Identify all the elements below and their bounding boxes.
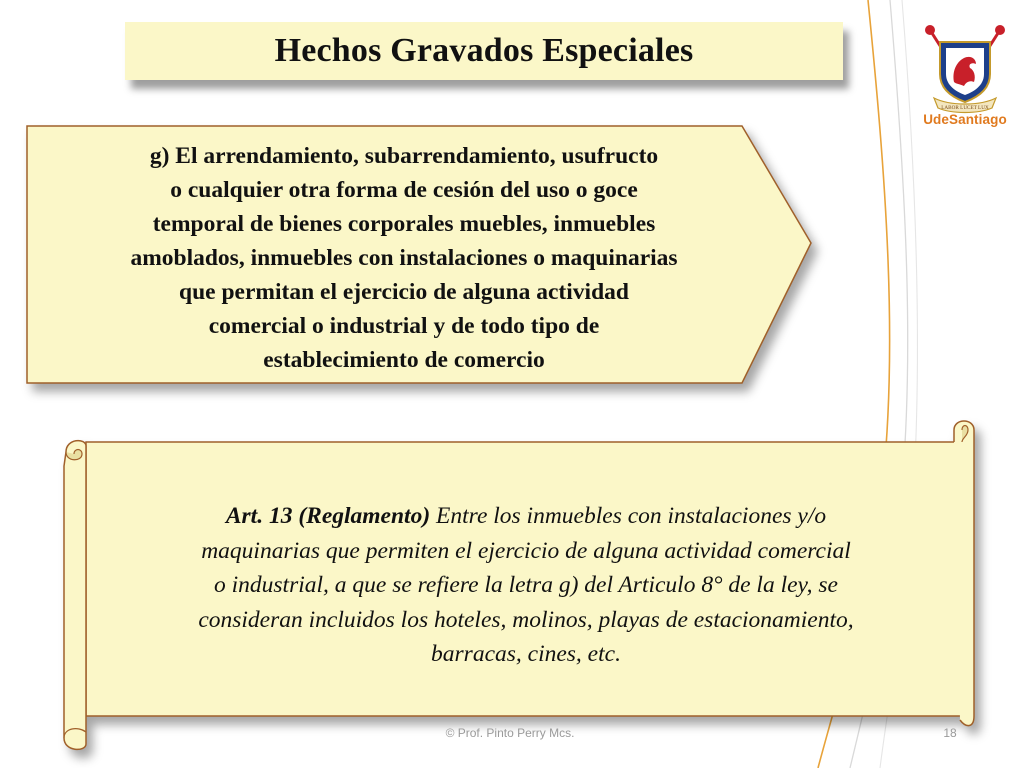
arrow-box-text [66,139,742,377]
university-name: UdeSantiago [923,112,1007,127]
arrow-box-line: comercial o industrial y de todo tipo de [208,313,600,339]
title-box [125,22,843,80]
article-reference: Art. 13 (Reglamento) [225,503,431,529]
arrow-box-line: temporal de bienes corporales muebles, inmuebles [152,211,656,237]
crest-motto: LABOR LUCET LUX [941,105,989,111]
arrow-box-line: o cualquier otra forma de cesión del uso o goce [170,177,638,203]
scroll-box-line: barracas, cines, etc. [431,641,621,667]
scroll-box-line: o industrial, a que se refiere la letra g) del Articulo 8° de la ley, se [213,572,838,598]
scroll-box-line: consideran incluidos los hoteles, molinos, playas de estacionamiento, [198,606,854,633]
scroll-box-line [112,499,940,534]
arrow-box-line: establecimiento de comercio [263,347,545,373]
scroll-text-box [56,416,986,752]
page-number: 18 [943,726,957,740]
arrow-text-box [26,125,812,385]
university-logo [920,22,1010,132]
arrow-box-line: g) El arrendamiento, subarrendamiento, usufructo [149,143,659,169]
arrow-box-line: amoblados, inmuebles con instalaciones o maquinarias [130,245,678,271]
university-crest-icon [920,22,1010,114]
arrow-box-line: que permitan el ejercicio de alguna actividad [179,279,629,305]
scroll-first-line-rest: Entre los inmuebles con instalaciones y/o [430,503,827,529]
footer-author: © Prof. Pinto Perry Mcs. [445,726,575,740]
scroll-box-text [112,499,940,672]
page-title: Hechos Gravados Especiales [274,32,694,69]
scroll-box-line: maquinarias que permiten el ejercicio de alguna actividad comercial [201,537,851,564]
